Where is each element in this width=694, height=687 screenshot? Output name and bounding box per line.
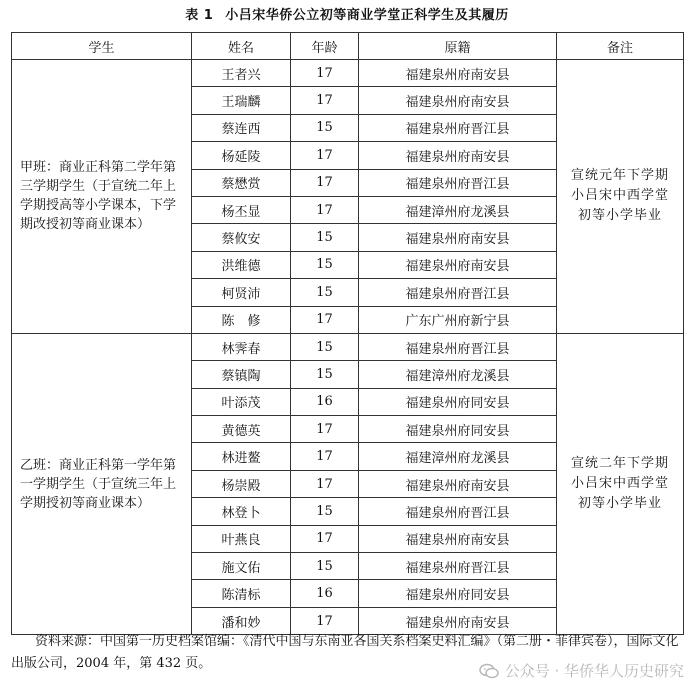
table-number: 表 1 bbox=[185, 8, 214, 23]
header-remark: 备注 bbox=[557, 33, 684, 60]
header-name: 姓名 bbox=[192, 33, 291, 60]
student-name-cell: 蔡懋赏 bbox=[192, 169, 291, 196]
student-origin-cell: 福建漳州府龙溪县 bbox=[359, 443, 557, 470]
student-origin-cell: 福建泉州府南安县 bbox=[359, 60, 557, 87]
student-origin-cell: 福建泉州府晋江县 bbox=[359, 498, 557, 525]
student-age-cell: 16 bbox=[291, 580, 359, 607]
student-age-cell: 17 bbox=[291, 196, 359, 223]
student-name-cell: 王瑞麟 bbox=[192, 87, 291, 114]
header-age: 年龄 bbox=[291, 33, 359, 60]
student-age-cell: 15 bbox=[291, 333, 359, 360]
student-age-cell: 17 bbox=[291, 169, 359, 196]
student-age-cell: 17 bbox=[291, 443, 359, 470]
student-origin-cell: 福建泉州府晋江县 bbox=[359, 333, 557, 360]
student-age-cell: 15 bbox=[291, 251, 359, 278]
group-remark: 宣统元年下学期小吕宋中西学堂初等小学毕业 bbox=[557, 60, 684, 334]
students-table bbox=[11, 32, 684, 635]
student-name-cell: 杨延陵 bbox=[192, 142, 291, 169]
student-origin-cell: 福建泉州府同安县 bbox=[359, 580, 557, 607]
student-age-cell: 15 bbox=[291, 553, 359, 580]
student-name-cell: 蔡攸安 bbox=[192, 224, 291, 251]
student-origin-cell: 福建泉州府南安县 bbox=[359, 224, 557, 251]
student-name-cell: 黄德英 bbox=[192, 416, 291, 443]
student-age-cell: 15 bbox=[291, 114, 359, 141]
student-age-cell: 17 bbox=[291, 60, 359, 87]
header-origin: 原籍 bbox=[359, 33, 557, 60]
student-origin-cell: 福建泉州府同安县 bbox=[359, 388, 557, 415]
student-origin-cell: 福建泉州府南安县 bbox=[359, 525, 557, 552]
student-age-cell: 17 bbox=[291, 470, 359, 497]
class-group-description: 甲班：商业正科第二学年第三学期学生（于宣统二年上学期授高等小学课本，下学期改授初等商业课本） bbox=[12, 60, 192, 334]
student-origin-cell: 福建泉州府晋江县 bbox=[359, 553, 557, 580]
student-origin-cell: 福建泉州府同安县 bbox=[359, 416, 557, 443]
table-row bbox=[12, 333, 684, 360]
student-origin-cell: 广东广州府新宁县 bbox=[359, 306, 557, 333]
table-row bbox=[12, 60, 684, 87]
student-name-cell: 杨丕显 bbox=[192, 196, 291, 223]
student-origin-cell: 福建泉州府南安县 bbox=[359, 607, 557, 634]
student-name-cell: 施文佑 bbox=[192, 553, 291, 580]
header-row bbox=[12, 33, 684, 60]
student-name-cell: 洪维德 bbox=[192, 251, 291, 278]
table-title-text: 小吕宋华侨公立初等商业学堂正科学生及其履历 bbox=[225, 8, 509, 23]
watermark-text: 公众号 · 华侨华人历史研究 bbox=[504, 662, 684, 680]
student-name-cell: 陈清标 bbox=[192, 580, 291, 607]
table-title bbox=[0, 4, 694, 23]
student-name-cell: 柯贤沛 bbox=[192, 279, 291, 306]
student-origin-cell: 福建泉州府南安县 bbox=[359, 87, 557, 114]
student-name-cell: 杨崇殿 bbox=[192, 470, 291, 497]
student-origin-cell: 福建泉州府晋江县 bbox=[359, 169, 557, 196]
student-name-cell: 潘和妙 bbox=[192, 607, 291, 634]
wechat-icon bbox=[479, 663, 499, 679]
student-age-cell: 17 bbox=[291, 607, 359, 634]
student-name-cell: 蔡连西 bbox=[192, 114, 291, 141]
student-name-cell: 林进鳌 bbox=[192, 443, 291, 470]
student-name-cell: 叶燕良 bbox=[192, 525, 291, 552]
student-name-cell: 陈 修 bbox=[192, 306, 291, 333]
group-remark: 宣统二年下学期小吕宋中西学堂初等小学毕业 bbox=[557, 333, 684, 634]
class-group-description: 乙班：商业正科第一学年第一学期学生（于宣统三年上学期授初等商业课本） bbox=[12, 333, 192, 634]
student-age-cell: 17 bbox=[291, 525, 359, 552]
student-age-cell: 17 bbox=[291, 416, 359, 443]
student-origin-cell: 福建漳州府龙溪县 bbox=[359, 196, 557, 223]
watermark bbox=[479, 660, 684, 681]
student-name-cell: 叶添茂 bbox=[192, 388, 291, 415]
student-age-cell: 16 bbox=[291, 388, 359, 415]
student-age-cell: 15 bbox=[291, 224, 359, 251]
student-origin-cell: 福建泉州府南安县 bbox=[359, 470, 557, 497]
student-age-cell: 17 bbox=[291, 142, 359, 169]
student-name-cell: 蔡镇陶 bbox=[192, 361, 291, 388]
student-age-cell: 15 bbox=[291, 498, 359, 525]
header-student: 学生 bbox=[12, 33, 192, 60]
student-origin-cell: 福建泉州府南安县 bbox=[359, 251, 557, 278]
table-body bbox=[12, 60, 684, 635]
source-note: 资料来源：中国第一历史档案馆编：《清代中国与东南亚各国关系档案史料汇编》（第二册・菲律宾卷），国际文化出版公司，2004 年，第 432 页。 bbox=[11, 634, 679, 671]
student-origin-cell: 福建泉州府晋江县 bbox=[359, 114, 557, 141]
student-name-cell: 林登卜 bbox=[192, 498, 291, 525]
student-origin-cell: 福建泉州府南安县 bbox=[359, 142, 557, 169]
student-name-cell: 王者兴 bbox=[192, 60, 291, 87]
student-age-cell: 15 bbox=[291, 361, 359, 388]
student-age-cell: 17 bbox=[291, 306, 359, 333]
student-origin-cell: 福建泉州府晋江县 bbox=[359, 279, 557, 306]
student-age-cell: 17 bbox=[291, 87, 359, 114]
student-name-cell: 林霁春 bbox=[192, 333, 291, 360]
student-origin-cell: 福建漳州府龙溪县 bbox=[359, 361, 557, 388]
student-age-cell: 15 bbox=[291, 279, 359, 306]
